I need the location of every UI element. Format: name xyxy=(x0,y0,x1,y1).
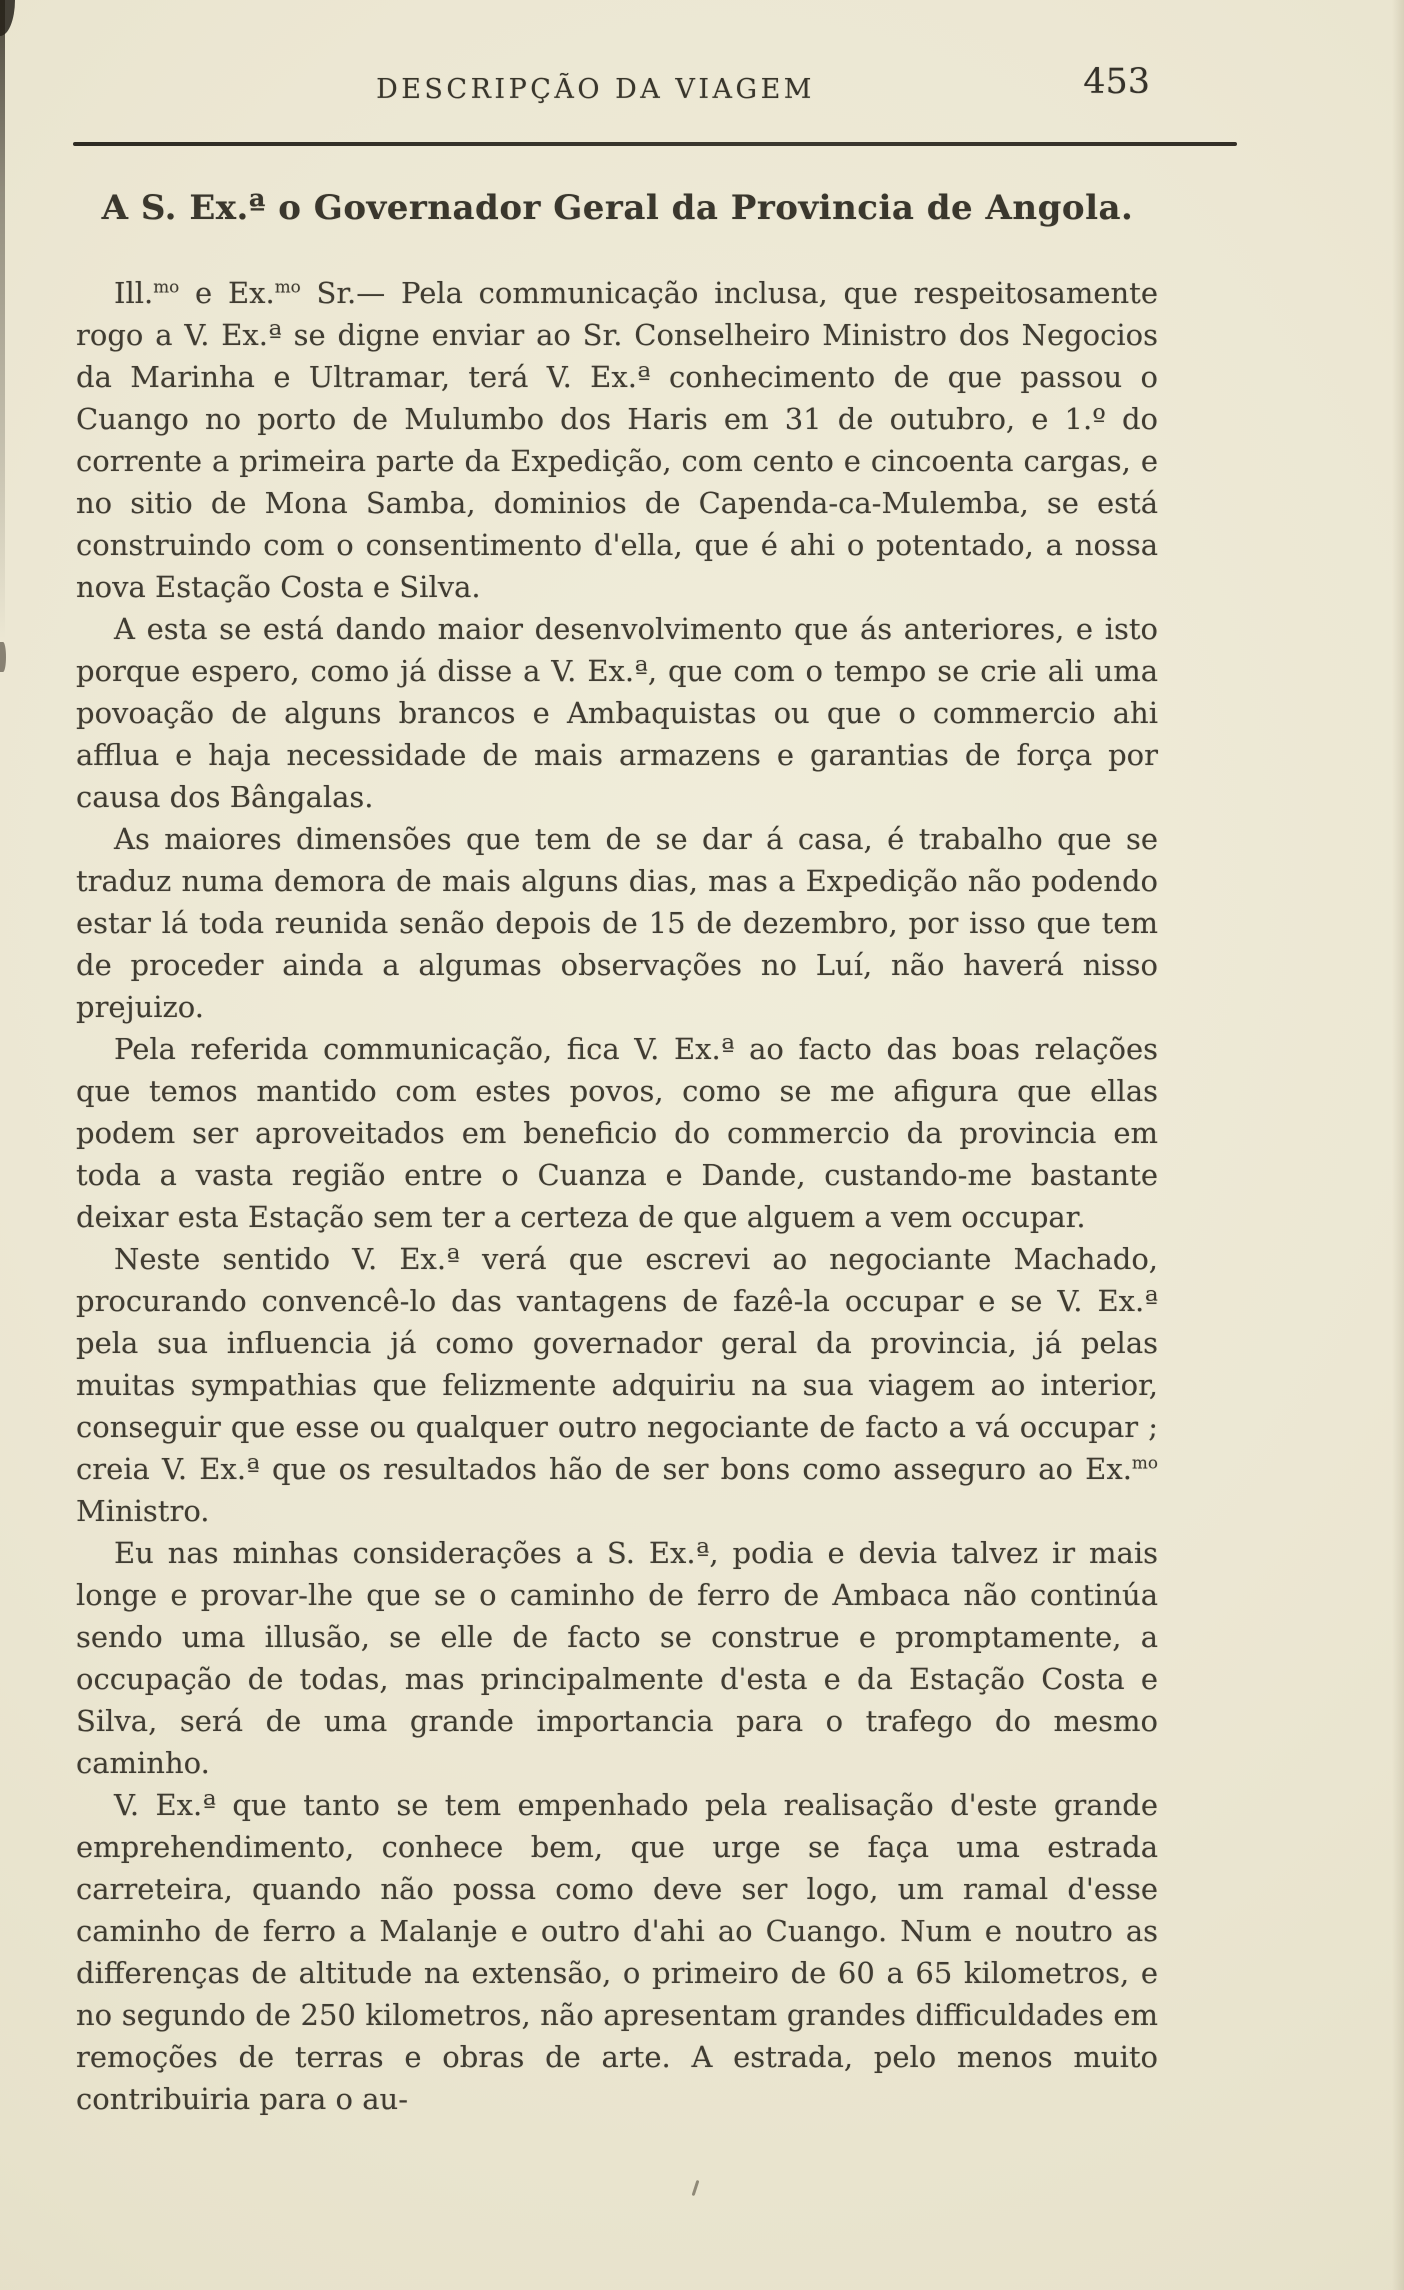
superscript-abbreviation: mo xyxy=(1131,1452,1158,1473)
page-number: 453 xyxy=(1083,62,1150,102)
paragraph: Eu nas minhas considerações a S. Ex.ª, podia e devia talvez ir mais longe e provar-lhe que se o caminho de ferro de Ambaca não continúa sendo uma illusão, se elle de facto se construe e promptamente, a occupação de todas, mas principalmente d'esta e da Estação Costa e Silva, será de uma grande importancia para o trafego do mesmo caminho. xyxy=(76,1536,1158,1780)
scan-artifact-bottom-speck xyxy=(692,2180,700,2196)
scan-artifact-speck xyxy=(0,642,6,672)
header-rule xyxy=(73,142,1237,146)
running-title: DESCRIPÇÃO DA VIAGEM xyxy=(376,74,815,105)
paragraph: Pela referida communicação, fica V. Ex.ª ao facto das boas relações que temos mantido com estes povos, como se me afigura que ellas podem ser aproveitados em beneficio do commercio da provincia em toda a vasta região entre o Cuanza e Dande, custando-me bastante deixar esta Estação sem ter a certeza de que alguem a vem occupar. xyxy=(76,1032,1158,1234)
scan-artifact-right-shade xyxy=(1392,0,1404,2290)
paragraph: V. Ex.ª que tanto se tem empenhado pela realisação d'este grande emprehendimento, conhece bem, que urge se faça uma estrada carreteira, quando não possa como deve ser logo, um ramal d'esse caminho de ferro a Malanje e outro d'ahi ao Cuango. Num e noutro as differenças de altitude na extensão, o primeiro de 60 a 65 kilometros, e no segundo de 250 kilometros, não apresentam grandes difficuldades em remoções de terras e obras de arte. A estrada, pelo menos muito contribuiria para o au- xyxy=(76,1788,1158,2116)
superscript-abbreviation: mo xyxy=(153,276,180,297)
scan-artifact-left-edge xyxy=(0,0,5,640)
paragraph: Ill.$^{mo}$ e Ex.$^{mo}$ Sr.— Pela communicação inclusa, que respeitosamente rogo a V. Ex.ª se digne enviar ao Sr. Conselheiro Ministro dos Negocios da Marinha e Ultramar, terá V. Ex.ª conhecimento de que passou o Cuango no porto de Mulumbo dos Haris em 31 de outubro, e 1.º do corrente a primeira parte da Expedição, com cento e cincoenta cargas, e no sitio de Mona Samba, dominios de Capenda-ca-Mulemba, se está construindo com o consentimento d'ella, que é ahi o potentado, a nossa nova Estação Costa e Silva. xyxy=(76,276,1158,604)
letter-title: A S. Ex.ª o Governador Geral da Provincia de Angola. xyxy=(101,188,1134,228)
paragraph: As maiores dimensões que tem de se dar á casa, é trabalho que se traduz numa demora de mais alguns dias, mas a Expedição não podendo estar lá toda reunida senão depois de 15 de dezembro, por isso que tem de proceder ainda a algumas observações no Luí, não haverá nisso prejuizo. xyxy=(76,822,1158,1024)
superscript-abbreviation: mo xyxy=(274,276,301,297)
paragraph: Neste sentido V. Ex.ª verá que escrevi ao negociante Machado, procurando convencê-lo das vantagens de fazê-la occupar e se V. Ex.ª pela sua influencia já como governador geral da provincia, já pelas muitas sympathias que felizmente adquiriu na sua viagem ao interior, conseguir que esse ou qualquer outro negociante de facto a vá occupar ; creia V. Ex.ª que os resultados hão de ser bons como asseguro ao Ex.$^{mo}$ Ministro. xyxy=(76,1242,1158,1528)
paragraph: A esta se está dando maior desenvolvimento que ás anteriores, e isto porque espero, como já disse a V. Ex.ª, que com o tempo se crie ali uma povoação de alguns brancos e Ambaquistas ou que o commercio ahi afflua e haja necessidade de mais armazens e garantias de força por causa dos Bângalas. xyxy=(76,612,1158,814)
body-text xyxy=(76,272,1158,2120)
